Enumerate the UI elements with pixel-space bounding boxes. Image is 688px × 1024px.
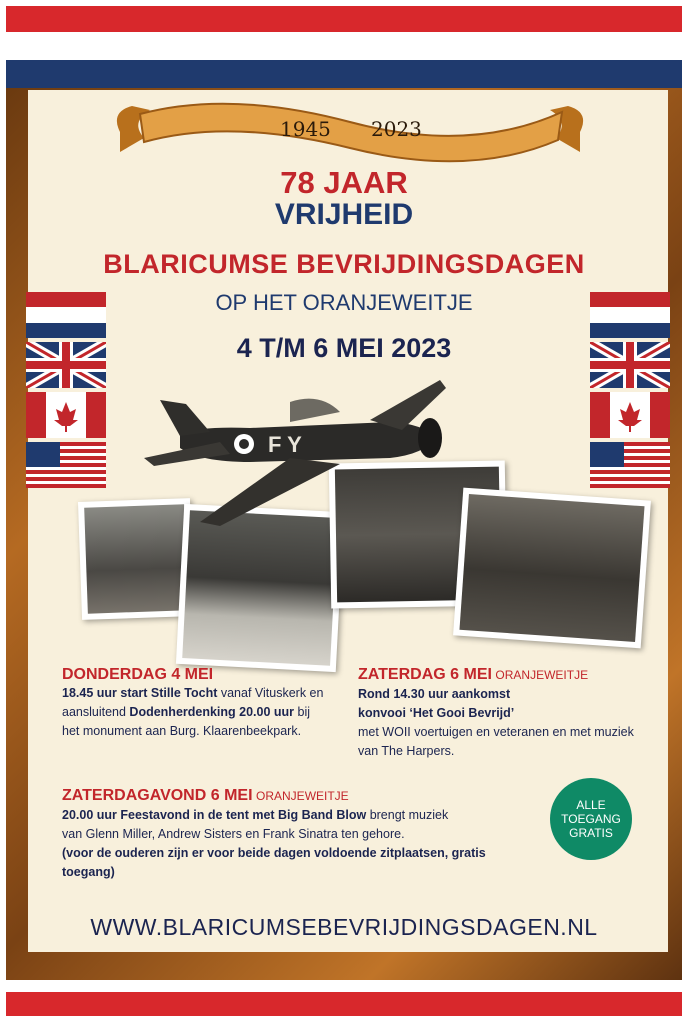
ribbon-banner bbox=[110, 92, 590, 170]
ww2-plane-image bbox=[140, 372, 470, 532]
avond-line1-bold: 20.00 uur Feestavond in de tent met Big Band Blow bbox=[62, 808, 367, 822]
canada-flag-icon bbox=[26, 392, 106, 438]
website-url: WWW.BLARICUMSEBEVRIJDINGSDAGEN.NL bbox=[90, 914, 598, 940]
donderdag-heading: DONDERDAG 4 MEI bbox=[62, 666, 214, 683]
donderdag-line1-bold: 18.45 uur start Stille Tocht bbox=[62, 686, 218, 700]
avond-line3: (voor de ouderen zijn er voor beide dagen voldoende zitplaatsen, gratis bbox=[62, 846, 486, 860]
avond-line1-rest: brengt muziek bbox=[366, 808, 449, 822]
netherlands-flag-icon bbox=[26, 292, 106, 338]
photo-veterans-vehicle bbox=[453, 488, 651, 649]
zaterdag-line4: van The Harpers. bbox=[358, 744, 455, 758]
title-dates: 4 T/M 6 MEI 2023 bbox=[236, 333, 452, 363]
donderdag-line2-pre: aansluitend bbox=[62, 705, 130, 719]
avond-heading: ZATERDAGAVOND 6 MEI bbox=[62, 787, 253, 804]
title-location: OP HET ORANJEWEITJE bbox=[215, 290, 473, 315]
zaterdag-line2: konvooi ‘Het Gooi Bevrijd’ bbox=[358, 706, 515, 720]
flags-left bbox=[26, 292, 106, 492]
donderdag-line2-bold: Dodenherdenking 20.00 uur bbox=[129, 705, 295, 719]
section-zaterdag bbox=[358, 665, 658, 761]
dutch-flag-header bbox=[0, 0, 688, 88]
canada-flag-icon bbox=[590, 392, 670, 438]
plane-code-label: F Y bbox=[268, 432, 302, 457]
avond-line2: van Glenn Miller, Andrew Sisters en Frank Sinatra ten gehore. bbox=[62, 827, 405, 841]
flags-right bbox=[590, 292, 670, 492]
title-event-name: BLARICUMSE BEVRIJDINGSDAGEN bbox=[103, 249, 585, 279]
avond-location: ORANJEWEITJE bbox=[256, 789, 349, 803]
flag-footer bbox=[6, 992, 682, 1024]
badge-line2: TOEGANG bbox=[561, 812, 621, 826]
free-entry-badge bbox=[550, 778, 632, 860]
donderdag-line2-post: bij bbox=[294, 705, 311, 719]
year-2023: 2023 bbox=[371, 117, 422, 141]
badge-line1: ALLE bbox=[576, 798, 606, 812]
zaterdag-line3: met WOII voertuigen en veteranen en met muziek bbox=[358, 725, 634, 739]
zaterdag-heading: ZATERDAG 6 MEI bbox=[358, 666, 492, 683]
avond-line4: toegang) bbox=[62, 865, 115, 879]
year-1945: 1945 bbox=[280, 117, 331, 141]
section-zaterdagavond bbox=[62, 786, 542, 882]
zaterdag-line1: Rond 14.30 uur aankomst bbox=[358, 687, 511, 701]
netherlands-flag-icon bbox=[590, 292, 670, 338]
usa-flag-icon bbox=[26, 442, 106, 488]
title-78-jaar: 78 JAAR bbox=[280, 165, 408, 200]
usa-flag-icon bbox=[590, 442, 670, 488]
donderdag-line3: het monument aan Burg. Klaarenbeekpark. bbox=[62, 724, 302, 738]
zaterdag-location: ORANJEWEITJE bbox=[495, 668, 589, 682]
uk-flag-icon bbox=[590, 342, 670, 388]
section-donderdag bbox=[62, 665, 344, 741]
donderdag-line1-rest: vanaf Vituskerk en bbox=[217, 686, 324, 700]
badge-line3: GRATIS bbox=[569, 826, 613, 840]
uk-flag-icon bbox=[26, 342, 106, 388]
title-vrijheid: VRIJHEID bbox=[274, 198, 414, 231]
